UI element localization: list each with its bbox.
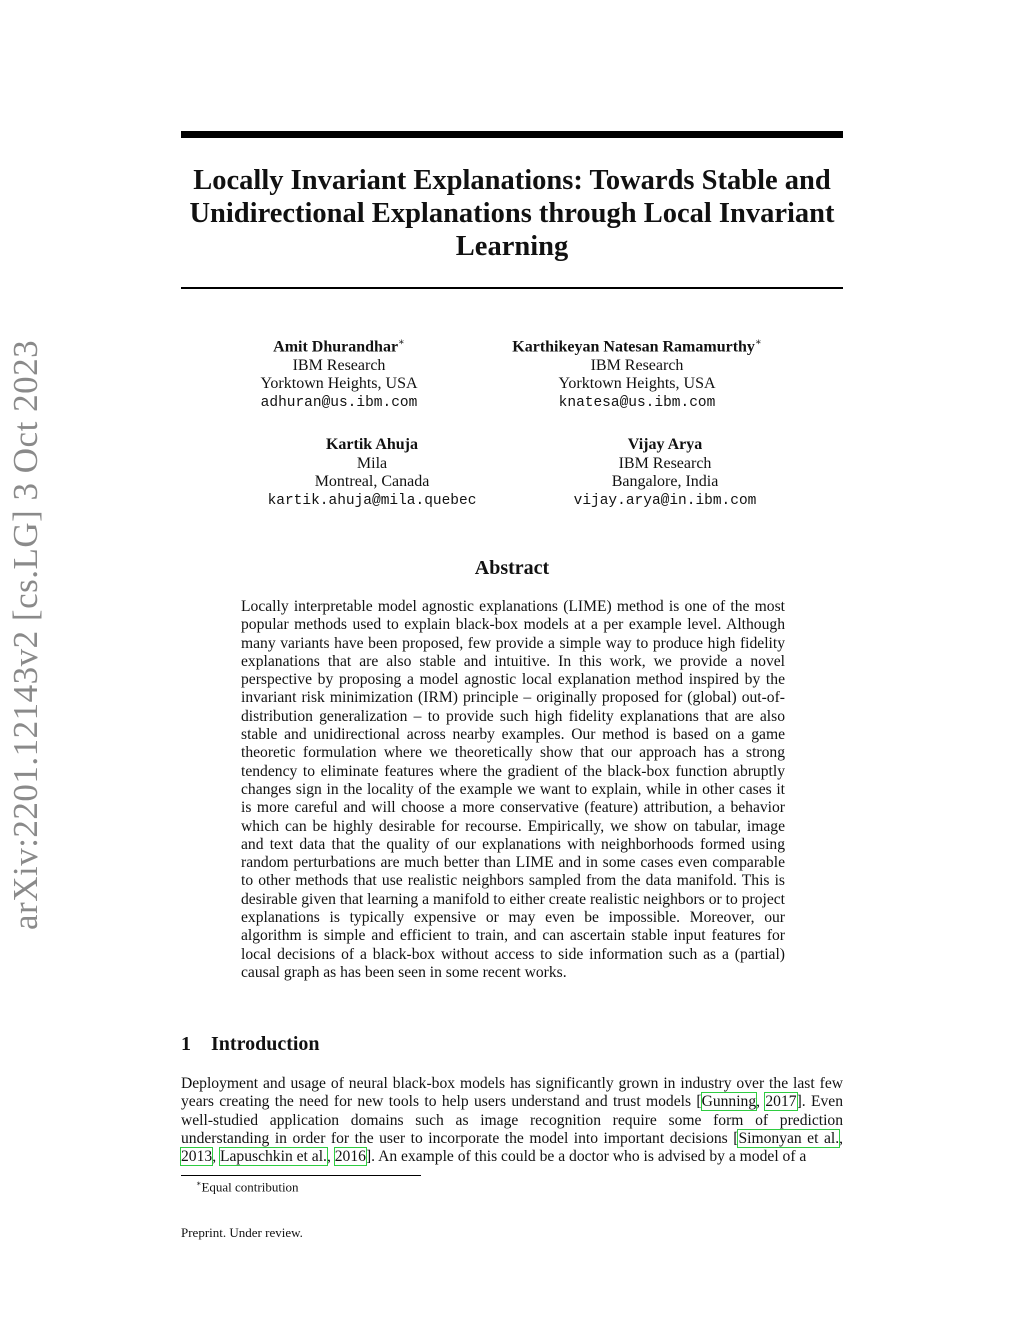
introduction-paragraph: Deployment and usage of neural black-box models has significantly grown in industry over the last few years creating the need for new tools to help users understand and trust models [Gunning, 2017]. Even well-studied application domains such as image recognition require some form of prediction understanding in order for the user to incorporate the model into important decisions [Simonyan et al., 2013, Lapuschkin et al., 2016]. An example of this could be a doctor who is advised by a model of a: [181, 1075, 844, 1166]
author-block: [505, 436, 825, 510]
author-affiliation: IBM Research: [590, 356, 684, 374]
author-location: Yorktown Heights, USA: [260, 375, 418, 393]
author-location: Montreal, Canada: [314, 473, 430, 490]
author-email[interactable]: adhuran@us.ibm.com: [260, 394, 418, 411]
title-rule-bottom: [181, 287, 843, 289]
author-name: Amit Dhurandhar∗: [273, 337, 405, 356]
author-email[interactable]: knatesa@us.ibm.com: [558, 394, 716, 411]
author-location: Bangalore, India: [611, 473, 719, 490]
arxiv-identifier-stamp: arXiv:2201.12143v2 [cs.LG] 3 Oct 2023: [6, 339, 45, 930]
author-affiliation: Mila: [356, 454, 388, 472]
citation-link[interactable]: 2016: [334, 1148, 366, 1166]
paper-title: Locally Invariant Explanations: Towards Stable and Unidirectional Explanations through Local Invariant Learning: [189, 165, 835, 262]
author-name: Vijay Arya: [627, 436, 703, 453]
title-rule-top: [181, 131, 843, 138]
citation-link[interactable]: Gunning: [701, 1093, 757, 1111]
author-email[interactable]: vijay.arya@in.ibm.com: [573, 492, 757, 509]
abstract-heading: Abstract: [474, 557, 550, 579]
footnote-rule: [181, 1175, 421, 1176]
footnote: ∗Equal contribution: [196, 1179, 299, 1195]
citation-link[interactable]: 2017: [765, 1093, 797, 1111]
author-block: [477, 334, 797, 412]
citation-link[interactable]: Simonyan et al.: [738, 1129, 840, 1147]
citation-link[interactable]: 2013: [181, 1148, 213, 1166]
author-block: [212, 436, 532, 510]
author-email[interactable]: kartik.ahuja@mila.quebec: [267, 492, 477, 509]
author-name: Kartik Ahuja: [325, 436, 418, 453]
section-heading-introduction: [181, 1033, 320, 1056]
citation-link[interactable]: Lapuschkin et al.: [219, 1148, 327, 1166]
author-name: Karthikeyan Natesan Ramamurthy∗: [512, 337, 762, 356]
preprint-notice: Preprint. Under review.: [181, 1225, 303, 1240]
author-affiliation: IBM Research: [618, 454, 712, 472]
author-location: Yorktown Heights, USA: [558, 375, 716, 393]
author-block: [179, 334, 499, 412]
abstract-text: Locally interpretable model agnostic explanations (LIME) method is one of the most popular methods used to explain black-box models at a per example level. Although many variants have been proposed, few provide a simple way to produce high fidelity explanations that are also stable and intuitive. In this work, we provide a novel perspective by proposing a model agnostic local explanation method inspired by the invariant risk minimization (IRM) principle – originally proposed for (global) out-of-distribution generalization – to provide such high fidelity explanations that are also stable and unidirectional across nearby examples. Our method is based on a game theoretic formulation where we theoretically show that our approach has a strong tendency to eliminate features where the gradient of the black-box function abruptly changes sign in the locality of the example we want to explain, while in other cases it is more careful and will choose a more conservative (feature) attribution, a behavior which can be highly desirable for recourse. Empirically, we show on tabular, image and text data that the quality of our explanations with neighborhoods formed using random perturbations are much better than LIME and in some cases even comparable to other methods that use realistic neighbors sampled from the data manifold. This is desirable given that learning a manifold to either create realistic neighbors or to project explanations is typically expensive or may even be impossible. Moreover, our algorithm is simple and efficient to train, and can ascertain stable input features for local decisions of a black-box without access to side information such as a (partial) causal graph as has been seen in some recent works.: [241, 598, 785, 981]
section-title: Introduction: [211, 1033, 320, 1055]
section-number: 1: [181, 1033, 191, 1055]
author-affiliation: IBM Research: [292, 356, 386, 374]
